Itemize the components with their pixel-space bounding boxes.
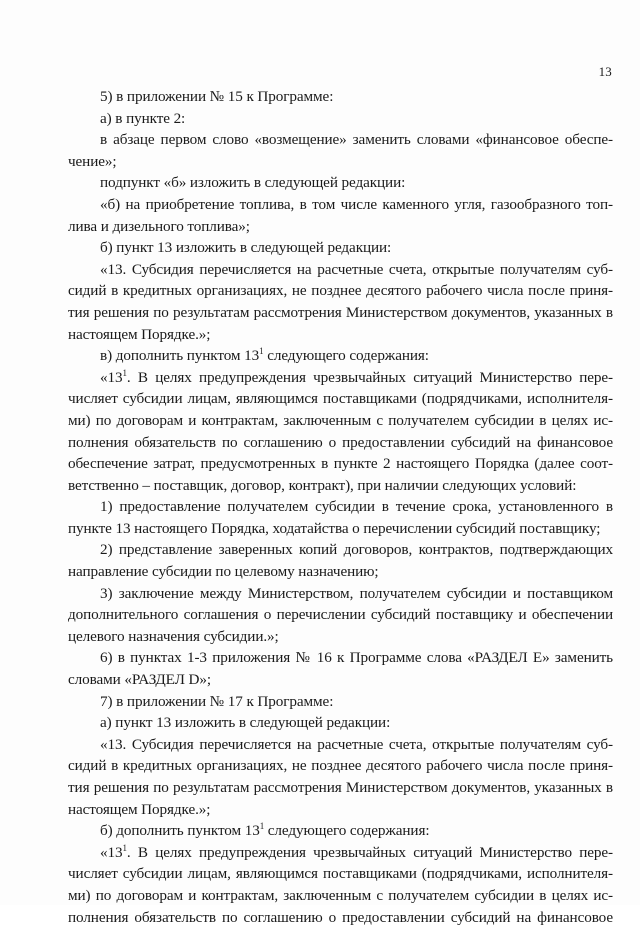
text-line: ветственно – поставщик, договор, контракт), при наличии следующих условий: [68,476,577,494]
text-line: «13. Субсидия перечисляется на расчетные счета, открытые получателям суб- [100,735,613,753]
text-line: настоящем Порядке.»; [68,325,211,343]
text-line: б) дополнить пунктом $13^1$ следующего содержания: [100,821,430,840]
text-line: 6) в пунктах 1-3 приложения № 16 к Программе слова «РАЗДЕЛ Е» заменить [100,649,613,667]
text-line: числяет субсидии лицам, являющимся поставщиками (подрядчиками, исполнителя- [68,865,613,883]
text-line: настоящем Порядке.»; [68,800,211,818]
text-line: целевого назначения субсидии.»; [68,627,279,645]
text-line: а) в пункте 2: [100,109,186,127]
text-line: чение»; [68,152,117,170]
text-line: словами «РАЗДЕЛ D»; [68,671,211,689]
superscript-one: 1 [259,821,265,832]
text-line: тия решения по результатам рассмотрения Министерством документов, указанных в [68,779,613,796]
text-line: сидий в кредитных организациях, не позднее десятого рабочего числа после приня- [68,282,613,300]
text-line: лива и дизельного топлива»; [68,217,250,235]
text-line: полнения обязательств по соглашению о предоставлении субсидий на финансовое [68,908,613,926]
text-line: сидий в кредитных организациях, не позднее десятого рабочего числа после приня- [68,757,613,775]
text-line: направление субсидии по целевому назначению; [68,563,379,581]
text-line: 1) предоставление получателем субсидии в течение срока, установленного в [100,498,613,516]
superscript-one: 1 [122,842,127,853]
superscript-one: 1 [122,367,127,378]
text-line: а) пункт 13 изложить в следующей редакции: [100,714,391,732]
superscript-one: 1 [259,346,264,357]
text-line: дополнительного соглашения о перечислении субсидий поставщику и обеспечении [68,606,613,624]
text-line: подпункт «б» изложить в следующей редакции: [100,174,406,192]
text-line: «$13^1$. В целях предупреждения чрезвычайных ситуаций Министерство пере- [100,842,613,861]
text-line: 2) представление заверенных копий договоров, контрактов, подтверждающих [100,541,613,559]
text-line: обеспечение затрат, предусмотренных в пункте 2 настоящего Порядка (далее соот- [68,455,613,473]
text-line: числяет субсидии лицам, являющимся поставщиками (подрядчиками, исполнителя- [68,390,613,408]
text-line: ми) по договорам и контрактам, заключенным с получателем субсидии в целях ис- [68,886,613,904]
text-line: в абзаце первом слово «возмещение» заменить словами «финансовое обеспе- [100,131,613,149]
text-line: тия решения по результатам рассмотрения Министерством документов, указанных в [68,303,613,321]
page-number: 13 [598,64,612,79]
document-body [68,86,613,928]
text-line: в) дополнить пунктом $13^1$ следующего содержания: [100,346,429,365]
text-line: «б) на приобретение топлива, в том числе каменного угля, газообразного топ- [100,195,613,213]
text-line: «$13^1$. В целях предупреждения чрезвычайных ситуаций Министерство пере- [100,367,613,386]
text-line: 5) в приложении № 15 к Программе: [100,88,334,105]
text-line: ми) по договорам и контрактам, заключенным с получателем субсидии в целях ис- [68,411,613,429]
text-line: «13. Субсидия перечисляется на расчетные счета, открытые получателям суб- [100,260,613,278]
text-line: полнения обязательств по соглашению о предоставлении субсидий на финансовое [68,433,613,451]
text-line: пункте 13 настоящего Порядка, ходатайства о перечислении субсидий поставщику; [68,519,601,537]
text-line: 3) заключение между Министерством, получателем субсидии и поставщиком [100,584,613,602]
text-line: б) пункт 13 изложить в следующей редакции: [100,239,392,257]
text-line: 7) в приложении № 17 к Программе: [100,692,334,710]
